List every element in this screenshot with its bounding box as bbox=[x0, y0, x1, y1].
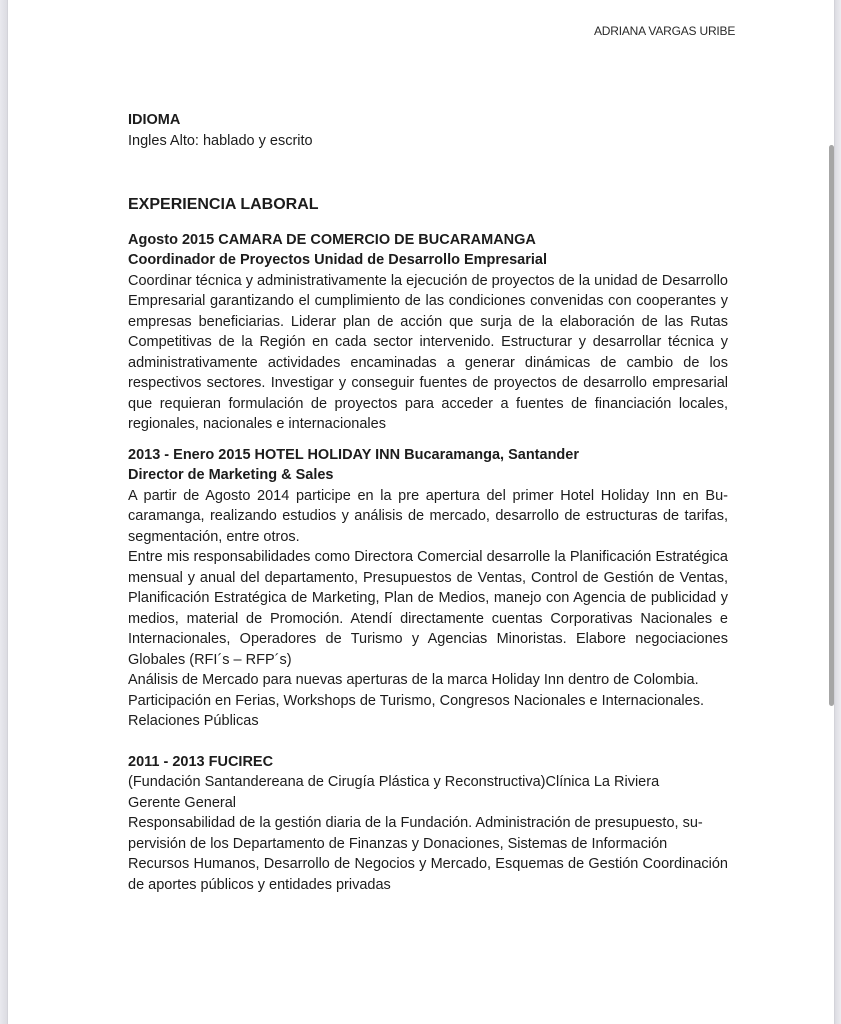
job-organization: (Fundación Santandereana de Cirugía Plástica y Reconstructiva)Clínica La Riviera bbox=[128, 774, 660, 790]
job-heading: 2013 - Enero 2015 HOTEL HOLIDAY INN Bucaramanga, Santander bbox=[128, 446, 580, 463]
job-role: Gerente General bbox=[128, 794, 237, 811]
job-description: Relaciones Públicas bbox=[128, 713, 259, 729]
job-heading: 2011 - 2013 FUCIREC bbox=[128, 753, 274, 770]
job-description: Recursos Humanos, Desarrollo de Negocios y Mercado, Esquemas de Gestión Coordinación de aportes públicos y entidades privadas bbox=[128, 856, 728, 893]
job-role: Coordinador de Proyectos Unidad de Desarrollo Empresarial bbox=[128, 252, 547, 268]
running-header-name: ADRIANA VARGAS URIBE bbox=[594, 24, 736, 38]
job-entry-holiday-inn bbox=[128, 445, 728, 732]
page-right-edge bbox=[834, 0, 841, 1024]
document-page bbox=[8, 0, 834, 1024]
job-description: Coordinar técnica y administrativamente la ejecución de proyectos de la unidad de Desarrollo Empresarial garantizando el cumplimiento de las condiciones convenidas con cooperantes y empresas beneficiarias. Liderar plan de acción que surja de la elaboración de las Rutas Competitivas de la Región en cada sector intervenido. Estructurar y desarrollar técnica y administrativamente actividades encaminadas a generar dinámicas de cambio de los respectivos sectores. Investigar y conseguir fuentes de proyectos de desarrollo empresarial que requieran formulación de proyectos para acceder a fuentes de financiación locales, regionales, nacionales e internacionales bbox=[128, 272, 728, 432]
document-content bbox=[128, 110, 728, 895]
idioma-section bbox=[128, 110, 728, 151]
job-description: Participación en Ferias, Workshops de Turismo, Congresos Nacionales e Internacionales. bbox=[128, 692, 704, 709]
job-entry-camara-comercio bbox=[128, 230, 728, 435]
experiencia-section bbox=[128, 195, 728, 895]
job-entry-fucirec bbox=[128, 752, 728, 896]
job-description: Entre mis responsabilidades como Directora Comercial desarrolle la Planificación Estratégica mensual y anual del departamento, Presupuestos de Ventas, Control de Gestión de Ventas, Planificación Estratégica de Marketing, Plan de Medios, manejo con Agencia de publicidad y medios, material de Promoción. Atendí directamente cuentas Corporativas Nacionales e Internacionales, Operadores de Turismo y Agencias Minoristas. Elabore negociaciones Globales (RFI´s – RFP´s) bbox=[128, 549, 728, 668]
job-role: Director de Marketing & Sales bbox=[128, 467, 334, 483]
job-description: Responsabilidad de la gestión diaria de la Fundación. Administración de presupuesto, supervisión de los Departamento de Finanzas y Donaciones, Sistemas de Información bbox=[128, 815, 703, 852]
page-left-edge bbox=[0, 0, 8, 1024]
job-description: A partir de Agosto 2014 participe en la pre apertura del primer Hotel Holiday Inn en Bucaramanga, realizando estudios y análisis de mercado, desarrollo de estructuras de tarifas, segmentación, entre otros. bbox=[128, 487, 728, 545]
experiencia-heading: EXPERIENCIA LABORAL bbox=[128, 196, 319, 213]
job-heading: Agosto 2015 CAMARA DE COMERCIO DE BUCARAMANGA bbox=[128, 231, 536, 248]
idioma-heading: IDIOMA bbox=[128, 112, 181, 128]
idioma-value: Ingles Alto: hablado y escrito bbox=[128, 132, 313, 149]
job-description: Análisis de Mercado para nuevas aperturas de la marca Holiday Inn dentro de Colombia. bbox=[128, 672, 699, 688]
